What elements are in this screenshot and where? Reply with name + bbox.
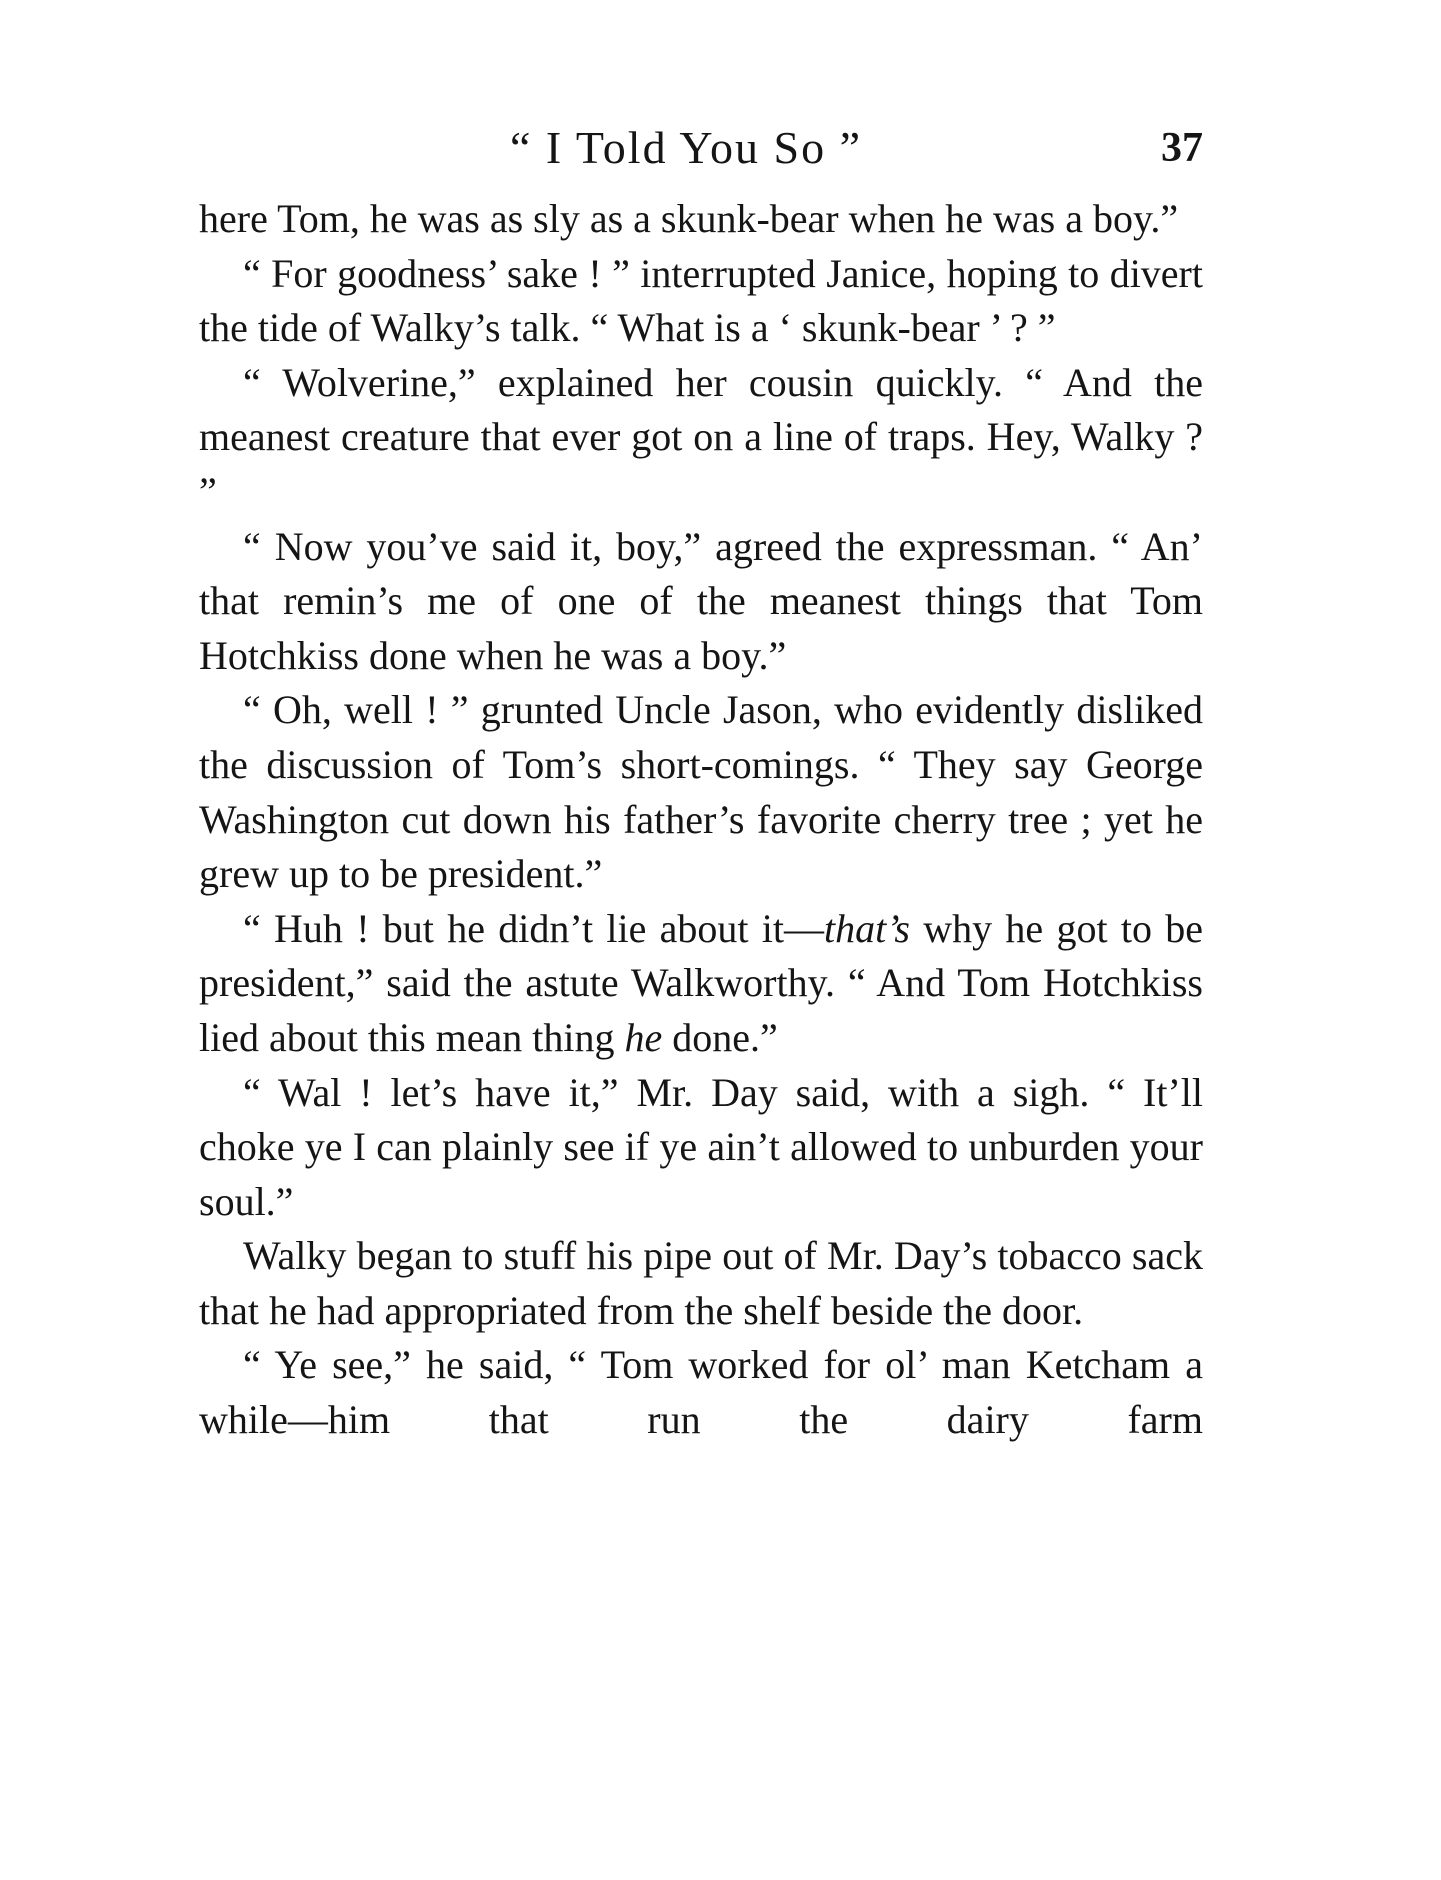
- page-number: 37: [1161, 125, 1203, 171]
- paragraph-6-part-1: “ Huh ! but he didn’t lie about it—: [243, 905, 824, 951]
- paragraph-6-part-2: why he got to be president,” said the astute Walkworthy. “ And Tom Hotchkiss lied about this mean thing: [199, 905, 1204, 1060]
- paragraph-5: “ Oh, well ! ” grunted Uncle Jason, who evidently disliked the discussion of Tom’s short-comings. “ They say George Washington cut down his father’s favorite cherry tree ; yet he grew up to be president.”: [199, 687, 1203, 897]
- paragraph-6-italic-thats: that’s: [824, 905, 910, 951]
- paragraph-8: Walky began to stuff his pipe out of Mr. Day’s tobacco sack that he had appropriated from the shelf beside the door.: [199, 1233, 1203, 1333]
- paragraph-4: “ Now you’ve said it, boy,” agreed the expressman. “ An’ that remin’s me of one of the meanest things that Tom Hotchkiss done when he was a boy.”: [199, 523, 1203, 678]
- paragraph-2: “ For goodness’ sake ! ” interrupted Janice, hoping to divert the tide of Walky’s talk. “ What is a ‘ skunk-bear ’ ? ”: [199, 250, 1203, 351]
- paragraph-1: here Tom, he was as sly as a skunk-bear when he was a boy.”: [199, 196, 1179, 241]
- paragraph-7: “ Wal ! let’s have it,” Mr. Day said, with a sigh. “ It’ll choke ye I can plainly see if ye ain’t allowed to unburden your soul.”: [199, 1069, 1203, 1224]
- body-text: [199, 192, 1203, 1448]
- paragraph-9: “ Ye see,” he said, “ Tom worked for ol’ man Ketcham a while—him that run the dairy farm: [199, 1342, 1203, 1443]
- page-header: [199, 118, 1203, 184]
- paragraph-3: “ Wolverine,” explained her cousin quickly. “ And the meanest creature that ever got on a line of traps. Hey, Walky ? ”: [199, 359, 1203, 514]
- paragraph-6-italic-he: he: [624, 1014, 663, 1060]
- book-page: [199, 118, 1203, 1448]
- paragraph-6: [199, 902, 1203, 1066]
- running-title: “ I Told You So ”: [510, 122, 862, 173]
- paragraph-6-part-3: done.”: [662, 1014, 778, 1060]
